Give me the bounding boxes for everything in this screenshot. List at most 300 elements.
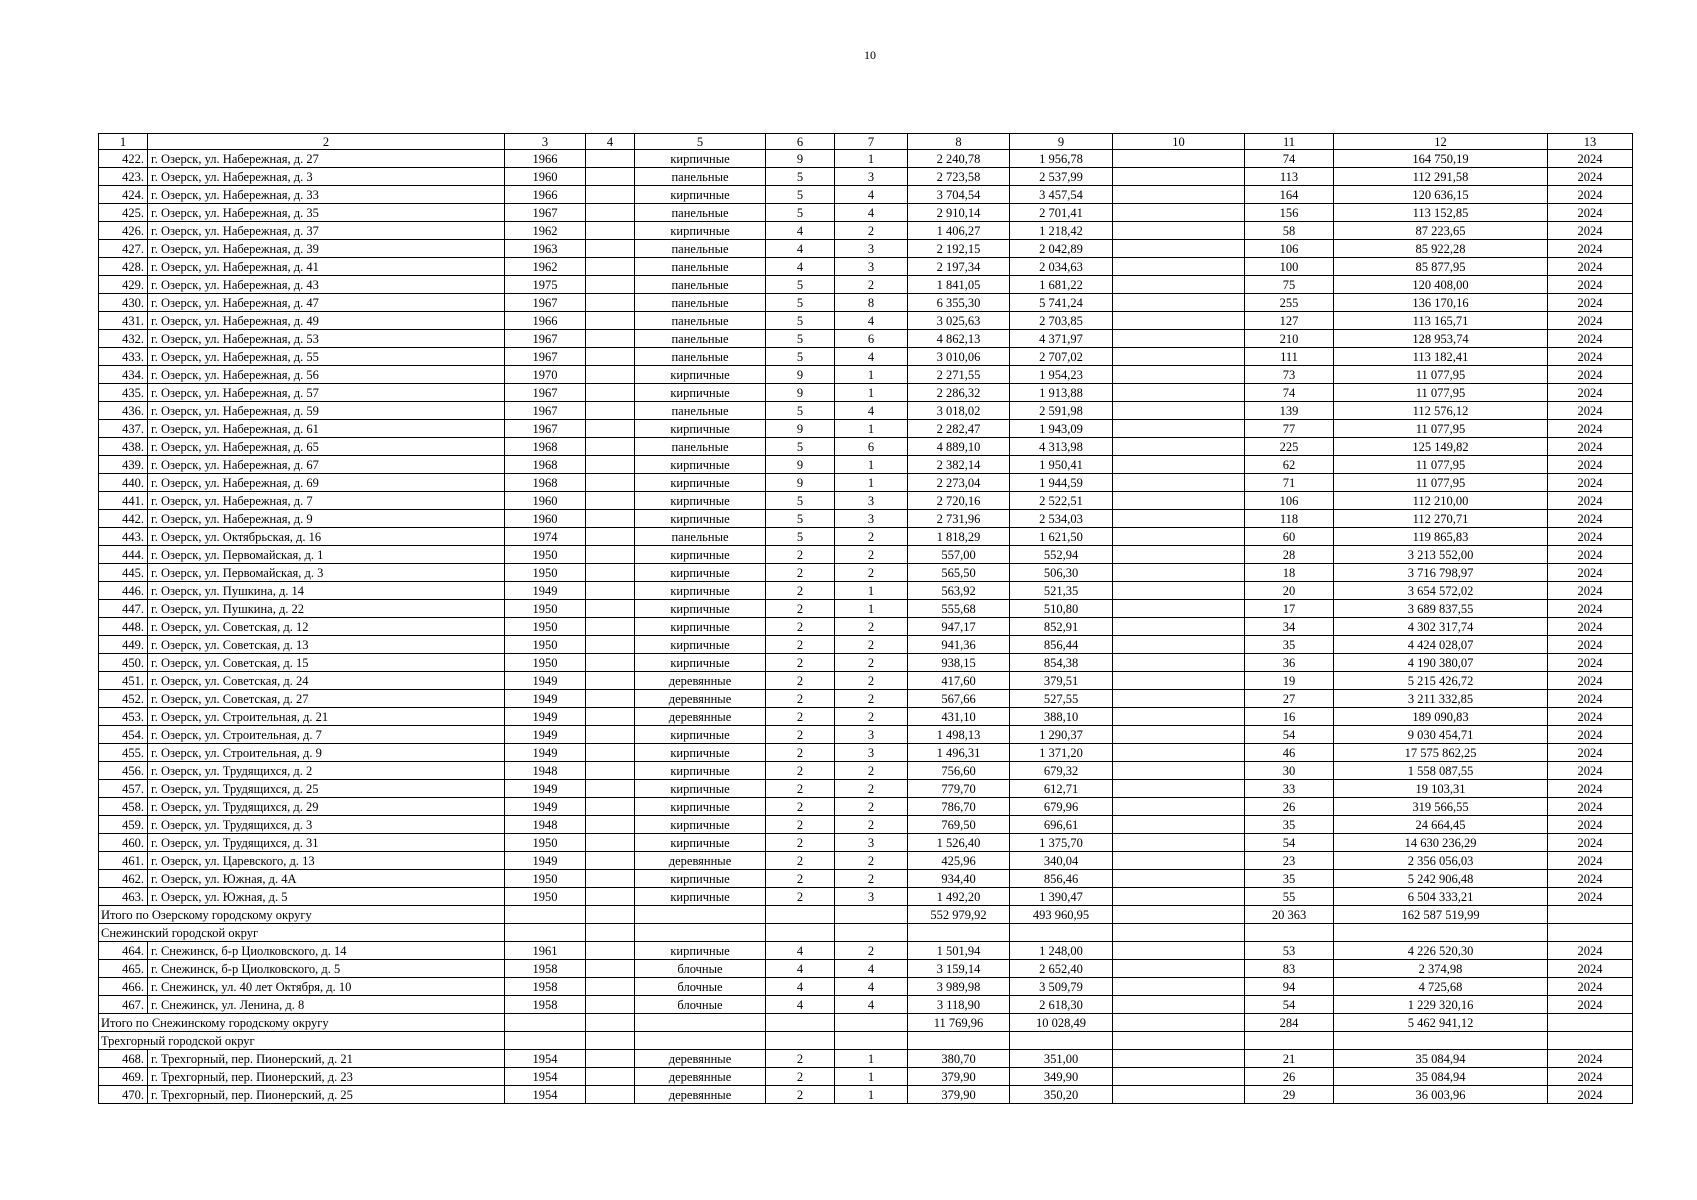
table-cell: г. Снежинск, ул. Ленина, д. 8 bbox=[148, 996, 505, 1014]
table-cell: 2 bbox=[835, 276, 908, 294]
table-cell: кирпичные bbox=[635, 582, 766, 600]
table-cell: деревянные bbox=[635, 1086, 766, 1104]
table-cell: кирпичные bbox=[635, 744, 766, 762]
table-cell bbox=[1334, 1032, 1548, 1050]
table-cell: 14 630 236,29 bbox=[1334, 834, 1548, 852]
table-cell: 112 291,58 bbox=[1334, 168, 1548, 186]
table-cell: 1954 bbox=[505, 1068, 586, 1086]
table-cell: панельные bbox=[635, 276, 766, 294]
table-cell: 612,71 bbox=[1010, 780, 1113, 798]
table-cell: 5 bbox=[766, 438, 835, 456]
table-cell bbox=[586, 654, 635, 672]
table-cell: 3 213 552,00 bbox=[1334, 546, 1548, 564]
table-cell: 432. bbox=[99, 330, 148, 348]
table-cell: 552 979,92 bbox=[908, 906, 1010, 924]
table-cell: 454. bbox=[99, 726, 148, 744]
table-cell: 425,96 bbox=[908, 852, 1010, 870]
table-cell: 18 bbox=[1245, 564, 1334, 582]
table-cell bbox=[586, 204, 635, 222]
table-cell: 2 bbox=[835, 780, 908, 798]
table-cell bbox=[586, 312, 635, 330]
table-cell: 1 526,40 bbox=[908, 834, 1010, 852]
table-cell: 5 bbox=[766, 186, 835, 204]
table-cell: 1 406,27 bbox=[908, 222, 1010, 240]
table-cell: 1 bbox=[835, 384, 908, 402]
table-cell bbox=[1113, 204, 1245, 222]
table-row bbox=[99, 1086, 1633, 1104]
table-cell: 1975 bbox=[505, 276, 586, 294]
table-cell: 2024 bbox=[1548, 690, 1633, 708]
table-cell: 29 bbox=[1245, 1086, 1334, 1104]
table-row bbox=[99, 420, 1633, 438]
table-cell: 11 077,95 bbox=[1334, 456, 1548, 474]
table-cell: 427. bbox=[99, 240, 148, 258]
table-cell: 1949 bbox=[505, 798, 586, 816]
table-cell bbox=[1113, 402, 1245, 420]
table-cell: 4 371,97 bbox=[1010, 330, 1113, 348]
table-cell bbox=[635, 906, 766, 924]
table-cell: 1967 bbox=[505, 330, 586, 348]
table-cell: 2024 bbox=[1548, 726, 1633, 744]
table-cell: 4 bbox=[835, 348, 908, 366]
table-row bbox=[99, 276, 1633, 294]
table-cell: г. Озерск, ул. Октябрьская, д. 16 bbox=[148, 528, 505, 546]
table-cell: 2024 bbox=[1548, 960, 1633, 978]
table-cell: 1 bbox=[835, 366, 908, 384]
table-cell: 319 566,55 bbox=[1334, 798, 1548, 816]
table-cell: 425. bbox=[99, 204, 148, 222]
table-cell bbox=[1113, 150, 1245, 168]
table-cell: 437. bbox=[99, 420, 148, 438]
table-cell: 17 bbox=[1245, 600, 1334, 618]
table-row bbox=[99, 618, 1633, 636]
table-cell: кирпичные bbox=[635, 888, 766, 906]
table-cell: 417,60 bbox=[908, 672, 1010, 690]
table-cell: 1950 bbox=[505, 888, 586, 906]
table-cell: 156 bbox=[1245, 204, 1334, 222]
table-row bbox=[99, 690, 1633, 708]
table-cell: 1949 bbox=[505, 726, 586, 744]
table-cell: 2 bbox=[766, 888, 835, 906]
table-cell: кирпичные bbox=[635, 762, 766, 780]
table-row bbox=[99, 798, 1633, 816]
table-cell: 3 989,98 bbox=[908, 978, 1010, 996]
table-cell: г. Озерск, ул. Трудящихся, д. 2 bbox=[148, 762, 505, 780]
table-cell bbox=[586, 798, 635, 816]
table-cell: 6 504 333,21 bbox=[1334, 888, 1548, 906]
table-cell bbox=[1113, 996, 1245, 1014]
table-cell: кирпичные bbox=[635, 600, 766, 618]
table-cell bbox=[1113, 870, 1245, 888]
table-cell bbox=[586, 780, 635, 798]
table-cell bbox=[766, 1032, 835, 1050]
table-cell: 1958 bbox=[505, 978, 586, 996]
table-cell: г. Озерск, ул. Набережная, д. 41 bbox=[148, 258, 505, 276]
table-cell: кирпичные bbox=[635, 420, 766, 438]
table-cell: 106 bbox=[1245, 240, 1334, 258]
table-cell bbox=[586, 726, 635, 744]
table-cell: 2024 bbox=[1548, 150, 1633, 168]
table-cell: 4 bbox=[835, 186, 908, 204]
table-cell: 120 636,15 bbox=[1334, 186, 1548, 204]
table-cell bbox=[1113, 546, 1245, 564]
table-cell: 2024 bbox=[1548, 240, 1633, 258]
table-cell bbox=[586, 582, 635, 600]
table-row bbox=[99, 564, 1633, 582]
table-cell: 453. bbox=[99, 708, 148, 726]
table-cell: 1 496,31 bbox=[908, 744, 1010, 762]
table-cell bbox=[1113, 438, 1245, 456]
table-cell: кирпичные bbox=[635, 384, 766, 402]
table-cell bbox=[586, 348, 635, 366]
table-cell: 463. bbox=[99, 888, 148, 906]
table-cell: кирпичные bbox=[635, 798, 766, 816]
table-cell: 2 591,98 bbox=[1010, 402, 1113, 420]
table-cell: 34 bbox=[1245, 618, 1334, 636]
table-cell bbox=[1113, 906, 1245, 924]
table-row bbox=[99, 1068, 1633, 1086]
table-cell: 100 bbox=[1245, 258, 1334, 276]
table-row bbox=[99, 150, 1633, 168]
table-cell: 2 bbox=[835, 798, 908, 816]
table-cell: 2 bbox=[835, 528, 908, 546]
table-cell: 555,68 bbox=[908, 600, 1010, 618]
table-cell: 1 501,94 bbox=[908, 942, 1010, 960]
table-cell: 441. bbox=[99, 492, 148, 510]
table-cell: 1968 bbox=[505, 474, 586, 492]
table-cell: 5 462 941,12 bbox=[1334, 1014, 1548, 1032]
table-cell: 854,38 bbox=[1010, 654, 1113, 672]
table-cell: 2 bbox=[766, 726, 835, 744]
table-cell: 1967 bbox=[505, 204, 586, 222]
table-cell: 9 bbox=[766, 366, 835, 384]
table-cell: 16 bbox=[1245, 708, 1334, 726]
table-cell: деревянные bbox=[635, 852, 766, 870]
table-cell: 225 bbox=[1245, 438, 1334, 456]
table-cell bbox=[1113, 978, 1245, 996]
table-cell: 23 bbox=[1245, 852, 1334, 870]
table-cell: 46 bbox=[1245, 744, 1334, 762]
table-cell: 2 bbox=[835, 546, 908, 564]
table-cell: 164 bbox=[1245, 186, 1334, 204]
table-cell: деревянные bbox=[635, 708, 766, 726]
table-cell: г. Трехгорный, пер. Пионерский, д. 25 bbox=[148, 1086, 505, 1104]
table-cell: 125 149,82 bbox=[1334, 438, 1548, 456]
table-cell: 3 bbox=[835, 510, 908, 528]
table-cell: 255 bbox=[1245, 294, 1334, 312]
column-number-header: 3 bbox=[505, 134, 586, 150]
column-number-header: 5 bbox=[635, 134, 766, 150]
table-cell: кирпичные bbox=[635, 474, 766, 492]
table-cell: кирпичные bbox=[635, 186, 766, 204]
table-cell: кирпичные bbox=[635, 222, 766, 240]
table-cell: 2 707,02 bbox=[1010, 348, 1113, 366]
table-cell: г. Озерск, ул. Советская, д. 24 bbox=[148, 672, 505, 690]
table-cell: 4 862,13 bbox=[908, 330, 1010, 348]
table-cell: кирпичные bbox=[635, 492, 766, 510]
table-cell: 447. bbox=[99, 600, 148, 618]
table-cell bbox=[1113, 726, 1245, 744]
subtotal-label: Итого по Снежинскому городскому округу bbox=[99, 1014, 505, 1032]
table-cell: 2024 bbox=[1548, 600, 1633, 618]
table-cell: кирпичные bbox=[635, 456, 766, 474]
table-cell bbox=[586, 240, 635, 258]
table-cell: 62 bbox=[1245, 456, 1334, 474]
table-row bbox=[99, 312, 1633, 330]
table-cell bbox=[586, 996, 635, 1014]
table-row bbox=[99, 816, 1633, 834]
table-cell bbox=[586, 834, 635, 852]
table-cell: г. Озерск, ул. Набережная, д. 3 bbox=[148, 168, 505, 186]
table-cell: 2 282,47 bbox=[908, 420, 1010, 438]
table-cell bbox=[586, 906, 635, 924]
table-cell: 4 bbox=[835, 978, 908, 996]
table-cell: 2 723,58 bbox=[908, 168, 1010, 186]
table-cell bbox=[1113, 492, 1245, 510]
table-cell: г. Озерск, ул. Строительная, д. 21 bbox=[148, 708, 505, 726]
table-cell: г. Озерск, ул. Трудящихся, д. 31 bbox=[148, 834, 505, 852]
table-cell: 1 841,05 bbox=[908, 276, 1010, 294]
column-number-header: 4 bbox=[586, 134, 635, 150]
table-row bbox=[99, 942, 1633, 960]
table-cell: 2024 bbox=[1548, 420, 1633, 438]
table-cell: 2024 bbox=[1548, 258, 1633, 276]
table-cell bbox=[1113, 636, 1245, 654]
table-cell: 466. bbox=[99, 978, 148, 996]
table-cell: 2 bbox=[835, 690, 908, 708]
table-cell: 54 bbox=[1245, 726, 1334, 744]
table-cell: 112 576,12 bbox=[1334, 402, 1548, 420]
table-cell bbox=[586, 1068, 635, 1086]
table-cell: 284 bbox=[1245, 1014, 1334, 1032]
table-cell: 2 bbox=[766, 852, 835, 870]
table-cell: 1970 bbox=[505, 366, 586, 384]
table-cell: 1950 bbox=[505, 636, 586, 654]
table-cell: 3 704,54 bbox=[908, 186, 1010, 204]
table-cell: кирпичные bbox=[635, 546, 766, 564]
column-number-header: 13 bbox=[1548, 134, 1633, 150]
table-cell: г. Озерск, ул. Набережная, д. 69 bbox=[148, 474, 505, 492]
table-cell: 856,46 bbox=[1010, 870, 1113, 888]
table-row bbox=[99, 438, 1633, 456]
column-number-header: 11 bbox=[1245, 134, 1334, 150]
table-cell: 26 bbox=[1245, 1068, 1334, 1086]
table-cell: 4 bbox=[766, 942, 835, 960]
table-cell bbox=[505, 1014, 586, 1032]
table-cell bbox=[835, 924, 908, 942]
table-cell: 469. bbox=[99, 1068, 148, 1086]
table-cell: 2 bbox=[766, 1068, 835, 1086]
table-cell bbox=[1113, 780, 1245, 798]
table-cell: 510,80 bbox=[1010, 600, 1113, 618]
page-number: 10 bbox=[864, 48, 876, 62]
table-cell: 2024 bbox=[1548, 618, 1633, 636]
table-cell: кирпичные bbox=[635, 780, 766, 798]
table-cell: 1967 bbox=[505, 420, 586, 438]
table-cell: 1966 bbox=[505, 150, 586, 168]
table-cell bbox=[586, 744, 635, 762]
table-row bbox=[99, 708, 1633, 726]
table-cell: 5 242 906,48 bbox=[1334, 870, 1548, 888]
table-cell bbox=[766, 906, 835, 924]
table-cell: 2024 bbox=[1548, 672, 1633, 690]
table-row bbox=[99, 528, 1633, 546]
table-cell: 1950 bbox=[505, 546, 586, 564]
table-cell: 449. bbox=[99, 636, 148, 654]
table-row bbox=[99, 294, 1633, 312]
table-cell: 111 bbox=[1245, 348, 1334, 366]
table-cell: 1963 bbox=[505, 240, 586, 258]
table-cell: 2 910,14 bbox=[908, 204, 1010, 222]
table-cell: 2024 bbox=[1548, 186, 1633, 204]
table-cell: 2 bbox=[835, 618, 908, 636]
table-row bbox=[99, 204, 1633, 222]
table-cell: 36 bbox=[1245, 654, 1334, 672]
table-cell bbox=[586, 330, 635, 348]
table-cell: 2024 bbox=[1548, 798, 1633, 816]
table-cell: 3 211 332,85 bbox=[1334, 690, 1548, 708]
table-cell: 444. bbox=[99, 546, 148, 564]
table-cell: 2 bbox=[766, 798, 835, 816]
section-header-row bbox=[99, 1032, 1633, 1050]
table-cell bbox=[586, 438, 635, 456]
table-cell: 1954 bbox=[505, 1086, 586, 1104]
table-cell: 2 bbox=[766, 636, 835, 654]
table-cell: 2 bbox=[835, 942, 908, 960]
table-cell: блочные bbox=[635, 996, 766, 1014]
table-cell bbox=[1113, 240, 1245, 258]
table-cell: 1 621,50 bbox=[1010, 528, 1113, 546]
table-row bbox=[99, 672, 1633, 690]
table-cell: 21 bbox=[1245, 1050, 1334, 1068]
table-cell: 35 084,94 bbox=[1334, 1050, 1548, 1068]
table-cell: 428. bbox=[99, 258, 148, 276]
table-cell: г. Озерск, ул. Советская, д. 13 bbox=[148, 636, 505, 654]
table-cell: 2 192,15 bbox=[908, 240, 1010, 258]
table-cell: 941,36 bbox=[908, 636, 1010, 654]
column-number-header: 8 bbox=[908, 134, 1010, 150]
table-cell bbox=[1245, 924, 1334, 942]
table-cell: 455. bbox=[99, 744, 148, 762]
table-cell bbox=[586, 942, 635, 960]
table-cell bbox=[586, 528, 635, 546]
table-cell: 2 bbox=[835, 870, 908, 888]
table-cell: 2024 bbox=[1548, 888, 1633, 906]
table-cell: 934,40 bbox=[908, 870, 1010, 888]
table-cell: 1961 bbox=[505, 942, 586, 960]
table-cell: 435. bbox=[99, 384, 148, 402]
table-cell: 4 226 520,30 bbox=[1334, 942, 1548, 960]
table-cell: 2024 bbox=[1548, 1086, 1633, 1104]
table-cell: панельные bbox=[635, 330, 766, 348]
table-cell bbox=[1548, 924, 1633, 942]
table-row bbox=[99, 186, 1633, 204]
table-cell: 94 bbox=[1245, 978, 1334, 996]
table-cell: 1949 bbox=[505, 708, 586, 726]
table-cell: 2 bbox=[835, 852, 908, 870]
table-cell: кирпичные bbox=[635, 150, 766, 168]
table-cell: г. Озерск, ул. Советская, д. 15 bbox=[148, 654, 505, 672]
table-cell: 11 077,95 bbox=[1334, 474, 1548, 492]
table-cell: 465. bbox=[99, 960, 148, 978]
table-cell: 1948 bbox=[505, 762, 586, 780]
table-cell: 4 313,98 bbox=[1010, 438, 1113, 456]
table-row bbox=[99, 780, 1633, 798]
table-cell bbox=[586, 600, 635, 618]
table-cell: 786,70 bbox=[908, 798, 1010, 816]
table-cell: 5 bbox=[766, 276, 835, 294]
table-cell: 77 bbox=[1245, 420, 1334, 438]
table-cell bbox=[1010, 1032, 1113, 1050]
table-cell: 4 bbox=[766, 240, 835, 258]
table-cell: 35 bbox=[1245, 816, 1334, 834]
table-cell bbox=[505, 924, 586, 942]
table-cell: 3 118,90 bbox=[908, 996, 1010, 1014]
table-cell: 75 bbox=[1245, 276, 1334, 294]
table-cell: 5 bbox=[766, 348, 835, 366]
table-cell: 5 bbox=[766, 168, 835, 186]
table-cell: 769,50 bbox=[908, 816, 1010, 834]
table-cell: г. Озерск, ул. Трудящихся, д. 29 bbox=[148, 798, 505, 816]
table-cell: г. Озерск, ул. Набережная, д. 33 bbox=[148, 186, 505, 204]
column-number-header: 12 bbox=[1334, 134, 1548, 150]
table-cell bbox=[635, 924, 766, 942]
table-cell: кирпичные bbox=[635, 942, 766, 960]
table-cell: 118 bbox=[1245, 510, 1334, 528]
table-cell: г. Озерск, ул. Пушкина, д. 22 bbox=[148, 600, 505, 618]
table-cell bbox=[1113, 942, 1245, 960]
table-cell: 2 bbox=[766, 1086, 835, 1104]
table-cell bbox=[505, 906, 586, 924]
table-cell: г. Озерск, ул. Царевского, д. 13 bbox=[148, 852, 505, 870]
table-cell bbox=[586, 978, 635, 996]
table-cell: 2024 bbox=[1548, 330, 1633, 348]
table-cell: г. Снежинск, б-р Циолковского, д. 14 bbox=[148, 942, 505, 960]
table-cell: кирпичные bbox=[635, 564, 766, 582]
subtotal-row bbox=[99, 1014, 1633, 1032]
table-cell: 5 215 426,72 bbox=[1334, 672, 1548, 690]
table-cell: 470. bbox=[99, 1086, 148, 1104]
table-cell: 2 bbox=[835, 564, 908, 582]
table-cell: 2024 bbox=[1548, 708, 1633, 726]
table-cell: 2024 bbox=[1548, 978, 1633, 996]
table-cell bbox=[1113, 312, 1245, 330]
table-cell bbox=[835, 1014, 908, 1032]
table-cell: г. Трехгорный, пер. Пионерский, д. 23 bbox=[148, 1068, 505, 1086]
table-cell: 779,70 bbox=[908, 780, 1010, 798]
table-cell bbox=[908, 924, 1010, 942]
table-cell bbox=[586, 276, 635, 294]
table-row bbox=[99, 456, 1633, 474]
column-number-header: 10 bbox=[1113, 134, 1245, 150]
table-cell: кирпичные bbox=[635, 726, 766, 744]
table-cell bbox=[1113, 924, 1245, 942]
table-cell: 5 bbox=[766, 204, 835, 222]
table-cell: 426. bbox=[99, 222, 148, 240]
table-cell: 20 363 bbox=[1245, 906, 1334, 924]
column-number-header-row bbox=[99, 134, 1633, 150]
table-cell: 429. bbox=[99, 276, 148, 294]
table-cell bbox=[1113, 348, 1245, 366]
table-cell bbox=[586, 960, 635, 978]
table-cell: 1967 bbox=[505, 348, 586, 366]
table-row bbox=[99, 492, 1633, 510]
table-cell: г. Озерск, ул. Набережная, д. 65 bbox=[148, 438, 505, 456]
table-cell: 1949 bbox=[505, 690, 586, 708]
table-cell: 2024 bbox=[1548, 654, 1633, 672]
table-row bbox=[99, 636, 1633, 654]
table-cell: 3 010,06 bbox=[908, 348, 1010, 366]
